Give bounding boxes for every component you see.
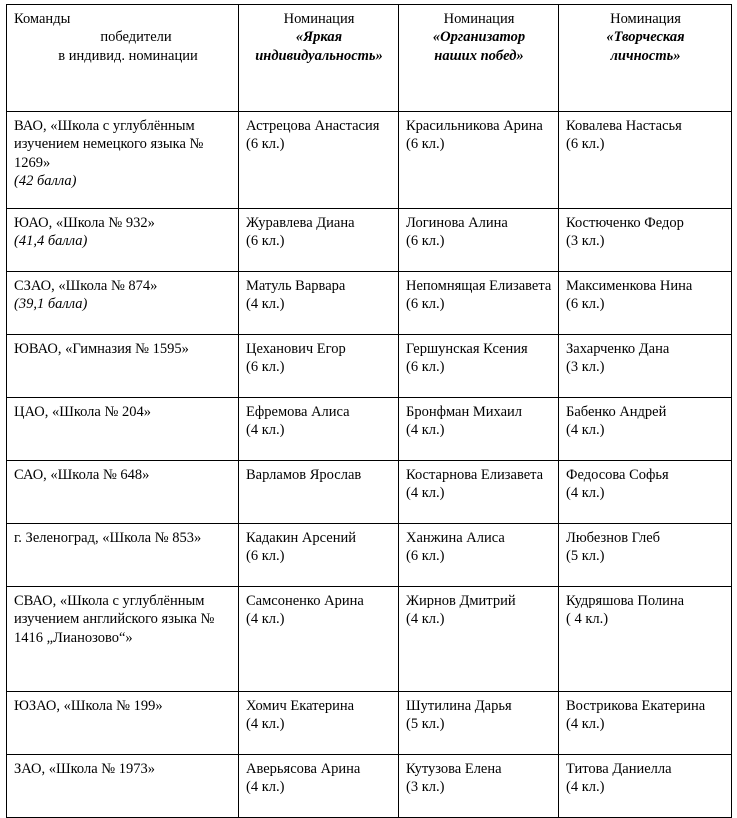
header-organizer-word: Номинация [443, 11, 515, 27]
bright-name: Аверьясова Арина [246, 761, 361, 777]
bright-cell [239, 587, 399, 692]
organizer-name: Гершунская Ксения [406, 341, 528, 357]
header-bright-title2: индивидуальность» [255, 47, 383, 64]
organizer-class: (4 кл.) [406, 611, 445, 628]
team-name: СВАО, «Школа с углублённым изучением английского языка № 1416 „Лианозово“» [14, 593, 215, 646]
bright-name: Астрецова Анастасия [246, 118, 380, 134]
organizer-cell [399, 755, 559, 818]
table-row [7, 587, 732, 692]
creative-cell [559, 112, 732, 209]
creative-class: (4 кл.) [566, 716, 605, 733]
bright-cell [239, 461, 399, 524]
creative-name: Ковалева Настасья [566, 118, 682, 134]
organizer-cell [399, 461, 559, 524]
creative-class: (6 кл.) [566, 136, 605, 153]
organizer-cell [399, 112, 559, 209]
column-header-teams [7, 5, 239, 112]
team-name: ЮВАО, «Гимназия № 1595» [14, 341, 189, 357]
creative-name: Бабенко Андрей [566, 404, 667, 420]
organizer-cell [399, 335, 559, 398]
organizer-class: (3 кл.) [406, 779, 445, 796]
organizer-name: Бронфман Михаил [406, 404, 523, 420]
organizer-cell [399, 692, 559, 755]
organizer-class: (6 кл.) [406, 548, 445, 565]
bright-name: Варламов Ярослав [246, 467, 362, 483]
organizer-class: (5 кл.) [406, 716, 445, 733]
header-bright-title1: «Яркая [295, 29, 343, 46]
organizer-class: (6 кл.) [406, 136, 445, 153]
team-cell [7, 209, 239, 272]
team-name: ЮЗАО, «Школа № 199» [14, 698, 163, 714]
table-header-row [7, 5, 732, 112]
bright-cell [239, 209, 399, 272]
team-score: (41,4 балла) [14, 233, 88, 250]
team-cell [7, 524, 239, 587]
team-cell [7, 692, 239, 755]
team-name: ВАО, «Школа с углублённым изучением немецкого языка № 1269» [14, 118, 204, 171]
team-score: (39,1 балла) [14, 296, 88, 313]
creative-class: ( 4 кл.) [566, 611, 609, 628]
creative-cell [559, 272, 732, 335]
bright-name: Кадакин Арсений [246, 530, 356, 546]
table-row [7, 692, 732, 755]
bright-cell [239, 524, 399, 587]
table-row [7, 335, 732, 398]
column-header-creative [559, 5, 732, 112]
table-row [7, 398, 732, 461]
organizer-cell [399, 272, 559, 335]
bright-class: (4 кл.) [246, 422, 285, 439]
creative-name: Кудряшова Полина [566, 593, 685, 609]
header-teams-line1: Команды [14, 11, 71, 27]
table-row [7, 755, 732, 818]
bright-cell [239, 755, 399, 818]
bright-cell [239, 398, 399, 461]
creative-cell [559, 524, 732, 587]
team-cell [7, 461, 239, 524]
organizer-cell [399, 398, 559, 461]
table-row [7, 112, 732, 209]
team-score: (42 балла) [14, 172, 77, 189]
creative-cell [559, 209, 732, 272]
creative-cell [559, 398, 732, 461]
organizer-class: (6 кл.) [406, 233, 445, 250]
bright-name: Цеханович Егор [246, 341, 346, 357]
team-cell [7, 335, 239, 398]
creative-name: Титова Даниелла [566, 761, 672, 777]
team-cell [7, 112, 239, 209]
header-creative-title2: личность» [610, 47, 681, 64]
table-row [7, 461, 732, 524]
bright-cell [239, 692, 399, 755]
header-creative-word: Номинация [610, 11, 681, 27]
creative-cell [559, 755, 732, 818]
table-row [7, 209, 732, 272]
organizer-name: Костарнова Елизавета [406, 467, 544, 483]
creative-name: Захарченко Дана [566, 341, 670, 357]
organizer-name: Шутилина Дарья [406, 698, 512, 714]
header-organizer-title2: наших побед» [434, 47, 524, 64]
creative-class: (5 кл.) [566, 548, 605, 565]
bright-class: (4 кл.) [246, 716, 285, 733]
bright-class: (6 кл.) [246, 548, 285, 565]
creative-name: Костюченко Федор [566, 215, 684, 231]
bright-class: (4 кл.) [246, 296, 285, 313]
team-cell [7, 755, 239, 818]
bright-name: Самсоненко Арина [246, 593, 364, 609]
creative-class: (4 кл.) [566, 485, 605, 502]
column-header-organizer [399, 5, 559, 112]
team-name: г. Зеленоград, «Школа № 853» [14, 530, 202, 546]
bright-class: (6 кл.) [246, 136, 285, 153]
bright-class: (4 кл.) [246, 779, 285, 796]
team-cell [7, 398, 239, 461]
creative-cell [559, 692, 732, 755]
organizer-name: Ханжина Алиса [406, 530, 505, 546]
header-teams-line3: в индивид. номинации [58, 47, 198, 64]
header-creative-title1: «Творческая [606, 29, 685, 46]
bright-class: (6 кл.) [246, 359, 285, 376]
organizer-class: (4 кл.) [406, 485, 445, 502]
bright-name: Журавлева Диана [246, 215, 355, 231]
bright-cell [239, 335, 399, 398]
bright-cell [239, 272, 399, 335]
creative-cell [559, 461, 732, 524]
team-cell [7, 587, 239, 692]
creative-class: (4 кл.) [566, 779, 605, 796]
organizer-name: Красильникова Арина [406, 118, 543, 134]
header-bright-word: Номинация [283, 11, 355, 27]
organizer-class: (4 кл.) [406, 422, 445, 439]
team-cell [7, 272, 239, 335]
bright-class: (6 кл.) [246, 233, 285, 250]
creative-name: Любезнов Глеб [566, 530, 661, 546]
creative-class: (3 кл.) [566, 359, 605, 376]
header-organizer-title1: «Организатор [432, 29, 526, 46]
creative-class: (3 кл.) [566, 233, 605, 250]
organizer-cell [399, 587, 559, 692]
bright-cell [239, 112, 399, 209]
creative-name: Федосова Софья [566, 467, 669, 483]
creative-class: (4 кл.) [566, 422, 605, 439]
bright-name: Матуль Варвара [246, 278, 346, 294]
organizer-cell [399, 524, 559, 587]
team-name: САО, «Школа № 648» [14, 467, 150, 483]
team-name: СЗАО, «Школа № 874» [14, 278, 158, 294]
organizer-class: (6 кл.) [406, 359, 445, 376]
organizer-name: Непомнящая Елизавета [406, 278, 552, 294]
bright-name: Ефремова Алиса [246, 404, 350, 420]
organizer-cell [399, 209, 559, 272]
team-name: ЦАО, «Школа № 204» [14, 404, 151, 420]
results-table [6, 4, 732, 818]
organizer-name: Жирнов Дмитрий [406, 593, 516, 609]
organizer-class: (6 кл.) [406, 296, 445, 313]
team-name: ЗАО, «Школа № 1973» [14, 761, 155, 777]
bright-class: (4 кл.) [246, 611, 285, 628]
table-row [7, 272, 732, 335]
creative-cell [559, 335, 732, 398]
creative-name: Максименкова Нина [566, 278, 693, 294]
table-row [7, 524, 732, 587]
creative-class: (6 кл.) [566, 296, 605, 313]
team-name: ЮАО, «Школа № 932» [14, 215, 155, 231]
organizer-name: Кутузова Елена [406, 761, 502, 777]
creative-cell [559, 587, 732, 692]
creative-name: Вострикова Екатерина [566, 698, 706, 714]
column-header-bright [239, 5, 399, 112]
bright-name: Хомич Екатерина [246, 698, 355, 714]
header-teams-line2: победители [100, 29, 172, 46]
organizer-name: Логинова Алина [406, 215, 508, 231]
